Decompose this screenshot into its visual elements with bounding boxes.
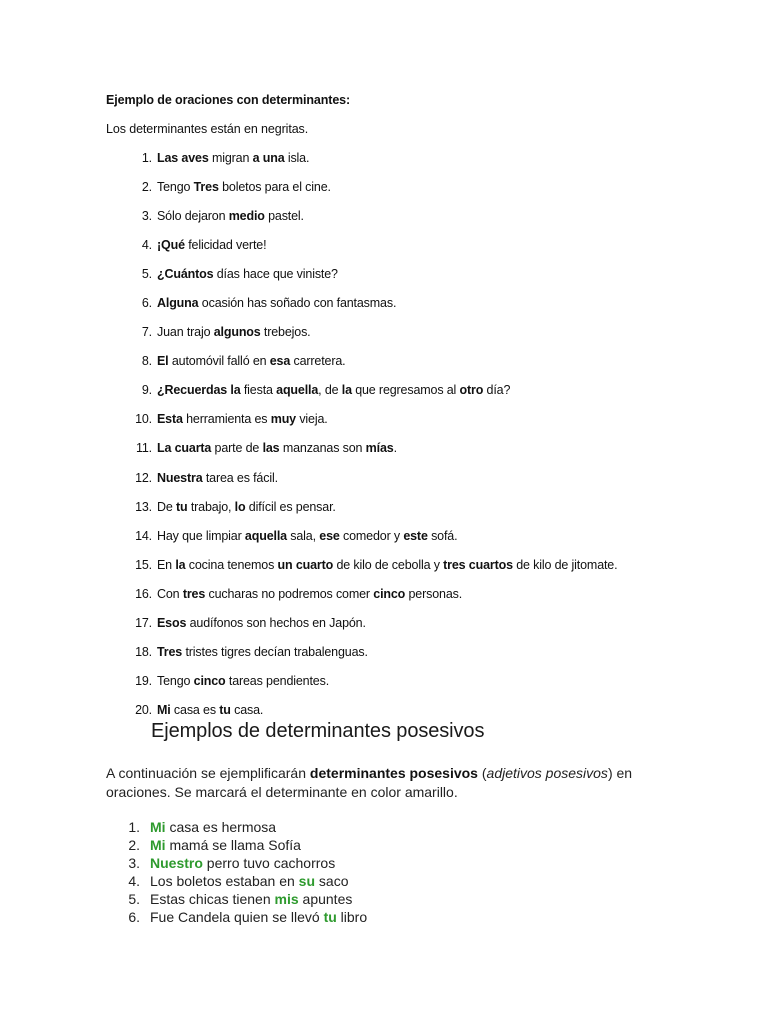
sentence-text: trebejos. — [260, 325, 311, 340]
determinant-text: otro — [459, 383, 484, 398]
sentence-text: Con — [157, 586, 183, 601]
determinant-text: Nuestra — [157, 470, 203, 485]
determinant-text: Tres — [157, 644, 183, 659]
sentence-text: felicidad verte! — [184, 238, 267, 253]
sentence-text: Tengo — [157, 673, 194, 688]
sentence-text: libro — [336, 909, 368, 925]
sentence-text: audífonos son hechos en Japón. — [186, 615, 366, 630]
determinant-text: la — [230, 383, 241, 398]
sentence-text: de kilo de cebolla y — [333, 557, 444, 572]
list-item-number: 5. — [128, 891, 140, 907]
sentence-text: herramienta es — [182, 412, 271, 427]
list-item-sentence — [157, 500, 336, 514]
list-item-number: 18. — [135, 644, 152, 659]
determinant-text: Tres — [193, 180, 219, 195]
sentence-text: De — [157, 499, 177, 514]
sentence-text: manzanas son — [279, 441, 366, 456]
list-item-number: 2. — [141, 180, 152, 195]
list-item — [106, 616, 617, 645]
list-item-number: 11. — [136, 441, 152, 456]
sentence-text: Los boletos estaban en — [150, 873, 299, 889]
list-item-sentence — [157, 471, 278, 485]
sentence-text: tareas pendientes. — [225, 673, 330, 688]
sentence-text: tristes tigres decían trabalenguas. — [182, 644, 368, 659]
list-item-sentence — [157, 325, 311, 339]
sentence-text: En — [157, 557, 176, 572]
sentence-text: Estas chicas tienen — [150, 891, 275, 907]
section1-intro: Los determinantes están en negritas. — [106, 122, 309, 136]
sentence-text: Hay que limpiar — [157, 528, 245, 543]
determinant-text: ¿Recuerdas — [157, 383, 231, 398]
determinant-text: la — [341, 383, 352, 398]
possessive-determinant: Mi — [150, 837, 166, 853]
determinant-text: este — [403, 528, 428, 543]
sentence-text: sala, — [286, 528, 320, 543]
sentence-text: comedor y — [339, 528, 404, 543]
list-item-number: 4. — [141, 238, 152, 253]
list-item-sentence — [157, 703, 263, 717]
list-item-sentence — [157, 238, 266, 252]
sentence-text: Sólo dejaron — [157, 209, 229, 224]
list-item — [106, 441, 617, 470]
sentence-text: migran — [208, 151, 253, 165]
list-item-sentence — [157, 151, 309, 165]
determinant-text: muy — [270, 412, 296, 427]
determinant-text: La cuarta — [157, 441, 212, 456]
sentence-text: Tengo — [157, 180, 194, 195]
list-item — [106, 267, 617, 296]
list-item-number: 4. — [128, 873, 140, 889]
list-item-sentence — [157, 529, 457, 543]
sentence-text: casa es hermosa — [165, 819, 277, 835]
sentence-text: de kilo de jitomate. — [512, 557, 618, 572]
determinant-text: lo — [234, 499, 246, 514]
determinant-text: algunos — [213, 325, 261, 340]
possessive-determinant: mis — [274, 891, 299, 907]
list-item-sentence — [150, 854, 335, 872]
list-item-number: 16. — [135, 586, 152, 601]
determinant-text: El — [157, 354, 169, 369]
list-item — [106, 818, 367, 836]
list-item — [106, 854, 367, 872]
list-item — [106, 238, 617, 267]
determinant-text: esa — [269, 354, 291, 369]
list-item — [106, 890, 367, 908]
section2-heading: Ejemplos de determinantes posesivos — [151, 720, 485, 742]
list-item-number: 7. — [141, 325, 152, 340]
list-item-sentence — [157, 209, 304, 223]
determinant-text: aquella — [276, 383, 319, 398]
determinant-text: tres cuartos — [443, 557, 513, 572]
list-item — [106, 908, 367, 926]
sentence-text: casa es — [170, 702, 220, 717]
list-item-number: 5. — [141, 267, 152, 282]
list-item-sentence — [157, 645, 368, 659]
list-item-sentence — [157, 412, 328, 426]
determinant-text: Esta — [157, 412, 183, 427]
list-item — [106, 500, 617, 529]
sentence-text: Fue Candela quien se llevó — [150, 909, 324, 925]
determinant-text: ese — [319, 528, 340, 543]
determinant-text: la — [175, 557, 186, 572]
list-item-sentence — [150, 836, 301, 854]
sentence-text: día? — [483, 383, 511, 398]
sentence-text: automóvil falló en — [168, 354, 270, 369]
determinant-text: a una — [252, 151, 285, 165]
determinant-text: Esos — [157, 615, 187, 630]
determinant-text: Mi — [157, 702, 171, 717]
determinant-text: Las aves — [157, 151, 209, 165]
list-item-sentence — [157, 180, 331, 194]
intro-text: ) en oraciones. Se marcará el determinante en color amarillo. — [106, 765, 633, 800]
list-item-number: 19. — [135, 673, 152, 688]
list-item-number: 3. — [141, 209, 152, 224]
list-item — [106, 872, 367, 890]
determinant-text: tu — [176, 499, 188, 514]
section2-intro — [106, 764, 666, 801]
list-item — [106, 296, 617, 325]
list-item-sentence — [150, 872, 348, 890]
list-item-sentence — [157, 441, 397, 455]
list-item-sentence — [157, 354, 345, 368]
list-item — [106, 836, 367, 854]
list-item — [106, 325, 617, 354]
intro-text: ( — [477, 765, 487, 781]
list-item-number: 8. — [141, 354, 152, 369]
sentence-text: personas. — [405, 586, 463, 601]
determinant-text: las — [262, 441, 280, 456]
determinant-text: cinco — [193, 673, 226, 688]
possessive-example-list — [106, 818, 367, 926]
list-item — [106, 412, 617, 441]
determinant-text: mías — [365, 441, 394, 456]
sentence-text: mamá se llama Sofía — [165, 837, 301, 853]
sentence-text: casa. — [230, 702, 264, 717]
list-item — [106, 471, 617, 500]
list-item-sentence — [150, 908, 367, 926]
list-item — [106, 180, 617, 209]
sentence-text: . — [393, 441, 397, 456]
sentence-text: , de — [318, 383, 342, 398]
determinant-text: Alguna — [157, 296, 199, 311]
list-item-number: 9. — [141, 383, 152, 398]
sentence-text: cocina tenemos — [185, 557, 278, 572]
intro-text: A continuación se ejemplificarán — [106, 765, 310, 781]
sentence-text: trabajo, — [187, 499, 235, 514]
possessive-determinant: tu — [323, 909, 337, 925]
sentence-text: isla. — [284, 151, 310, 165]
list-item — [106, 151, 617, 180]
sentence-text: carretera. — [290, 354, 346, 369]
list-item — [106, 674, 617, 703]
list-item-sentence — [157, 296, 396, 310]
list-item-sentence — [157, 587, 462, 601]
possessive-determinant: su — [298, 873, 316, 889]
list-item-sentence — [157, 383, 510, 397]
list-item-number: 17. — [135, 615, 152, 630]
list-item — [106, 645, 617, 674]
list-item-number: 12. — [135, 470, 152, 485]
list-item-sentence — [150, 818, 276, 836]
list-item-number: 6. — [128, 909, 140, 925]
list-item — [106, 529, 617, 558]
list-item-sentence — [157, 616, 366, 630]
sentence-text: perro tuvo cachorros — [202, 855, 336, 871]
list-item — [106, 558, 617, 587]
list-item-number: 15. — [135, 557, 152, 572]
list-item-number: 3. — [128, 855, 140, 871]
list-item-sentence — [157, 674, 329, 688]
list-item-sentence — [157, 267, 338, 281]
section1-heading: Ejemplo de oraciones con determinantes: — [106, 93, 351, 107]
sentence-text: apuntes — [298, 891, 353, 907]
sentence-text: que regresamos al — [351, 383, 460, 398]
determinant-text: aquella — [244, 528, 287, 543]
list-item-number: 10. — [135, 412, 152, 427]
sentence-text: boletos para el cine. — [218, 180, 331, 195]
list-item — [106, 587, 617, 616]
determinant-text: ¡Qué — [157, 238, 185, 253]
determinants-example-list — [106, 151, 617, 732]
sentence-text: vieja. — [296, 412, 328, 427]
list-item-number: 6. — [141, 296, 152, 311]
list-item — [106, 354, 617, 383]
list-item-number: 13. — [135, 499, 152, 514]
sentence-text: pastel. — [264, 209, 304, 224]
sentence-text: parte de — [211, 441, 263, 456]
emphasis-text: determinantes posesivos — [309, 765, 478, 781]
list-item-sentence — [157, 558, 617, 572]
list-item-number: 1. — [141, 151, 152, 165]
determinant-text: ¿Cuántos — [157, 267, 214, 282]
sentence-text: cucharas no podremos comer — [205, 586, 374, 601]
determinant-text: tres — [182, 586, 206, 601]
list-item-number: 14. — [135, 528, 152, 543]
list-item-number: 1. — [128, 819, 140, 835]
determinant-text: un cuarto — [277, 557, 334, 572]
list-item-number: 2. — [128, 837, 140, 853]
list-item — [106, 383, 617, 412]
sentence-text: saco — [315, 873, 349, 889]
possessive-determinant: Mi — [150, 819, 166, 835]
sentence-text: difícil es pensar. — [245, 499, 336, 514]
sentence-text: días hace que viniste? — [213, 267, 338, 282]
sentence-text: sofá. — [427, 528, 458, 543]
sentence-text: Juan trajo — [157, 325, 214, 340]
possessive-determinant: Nuestro — [150, 855, 203, 871]
list-item-sentence — [150, 890, 352, 908]
italic-text: adjetivos posesivos — [486, 765, 608, 781]
sentence-text: fiesta — [240, 383, 277, 398]
determinant-text: cinco — [373, 586, 406, 601]
list-item — [106, 209, 617, 238]
list-item-number: 20. — [135, 702, 152, 717]
determinant-text: medio — [228, 209, 265, 224]
sentence-text: ocasión has soñado con fantasmas. — [198, 296, 397, 311]
sentence-text: tarea es fácil. — [202, 470, 278, 485]
determinant-text: tu — [219, 702, 231, 717]
